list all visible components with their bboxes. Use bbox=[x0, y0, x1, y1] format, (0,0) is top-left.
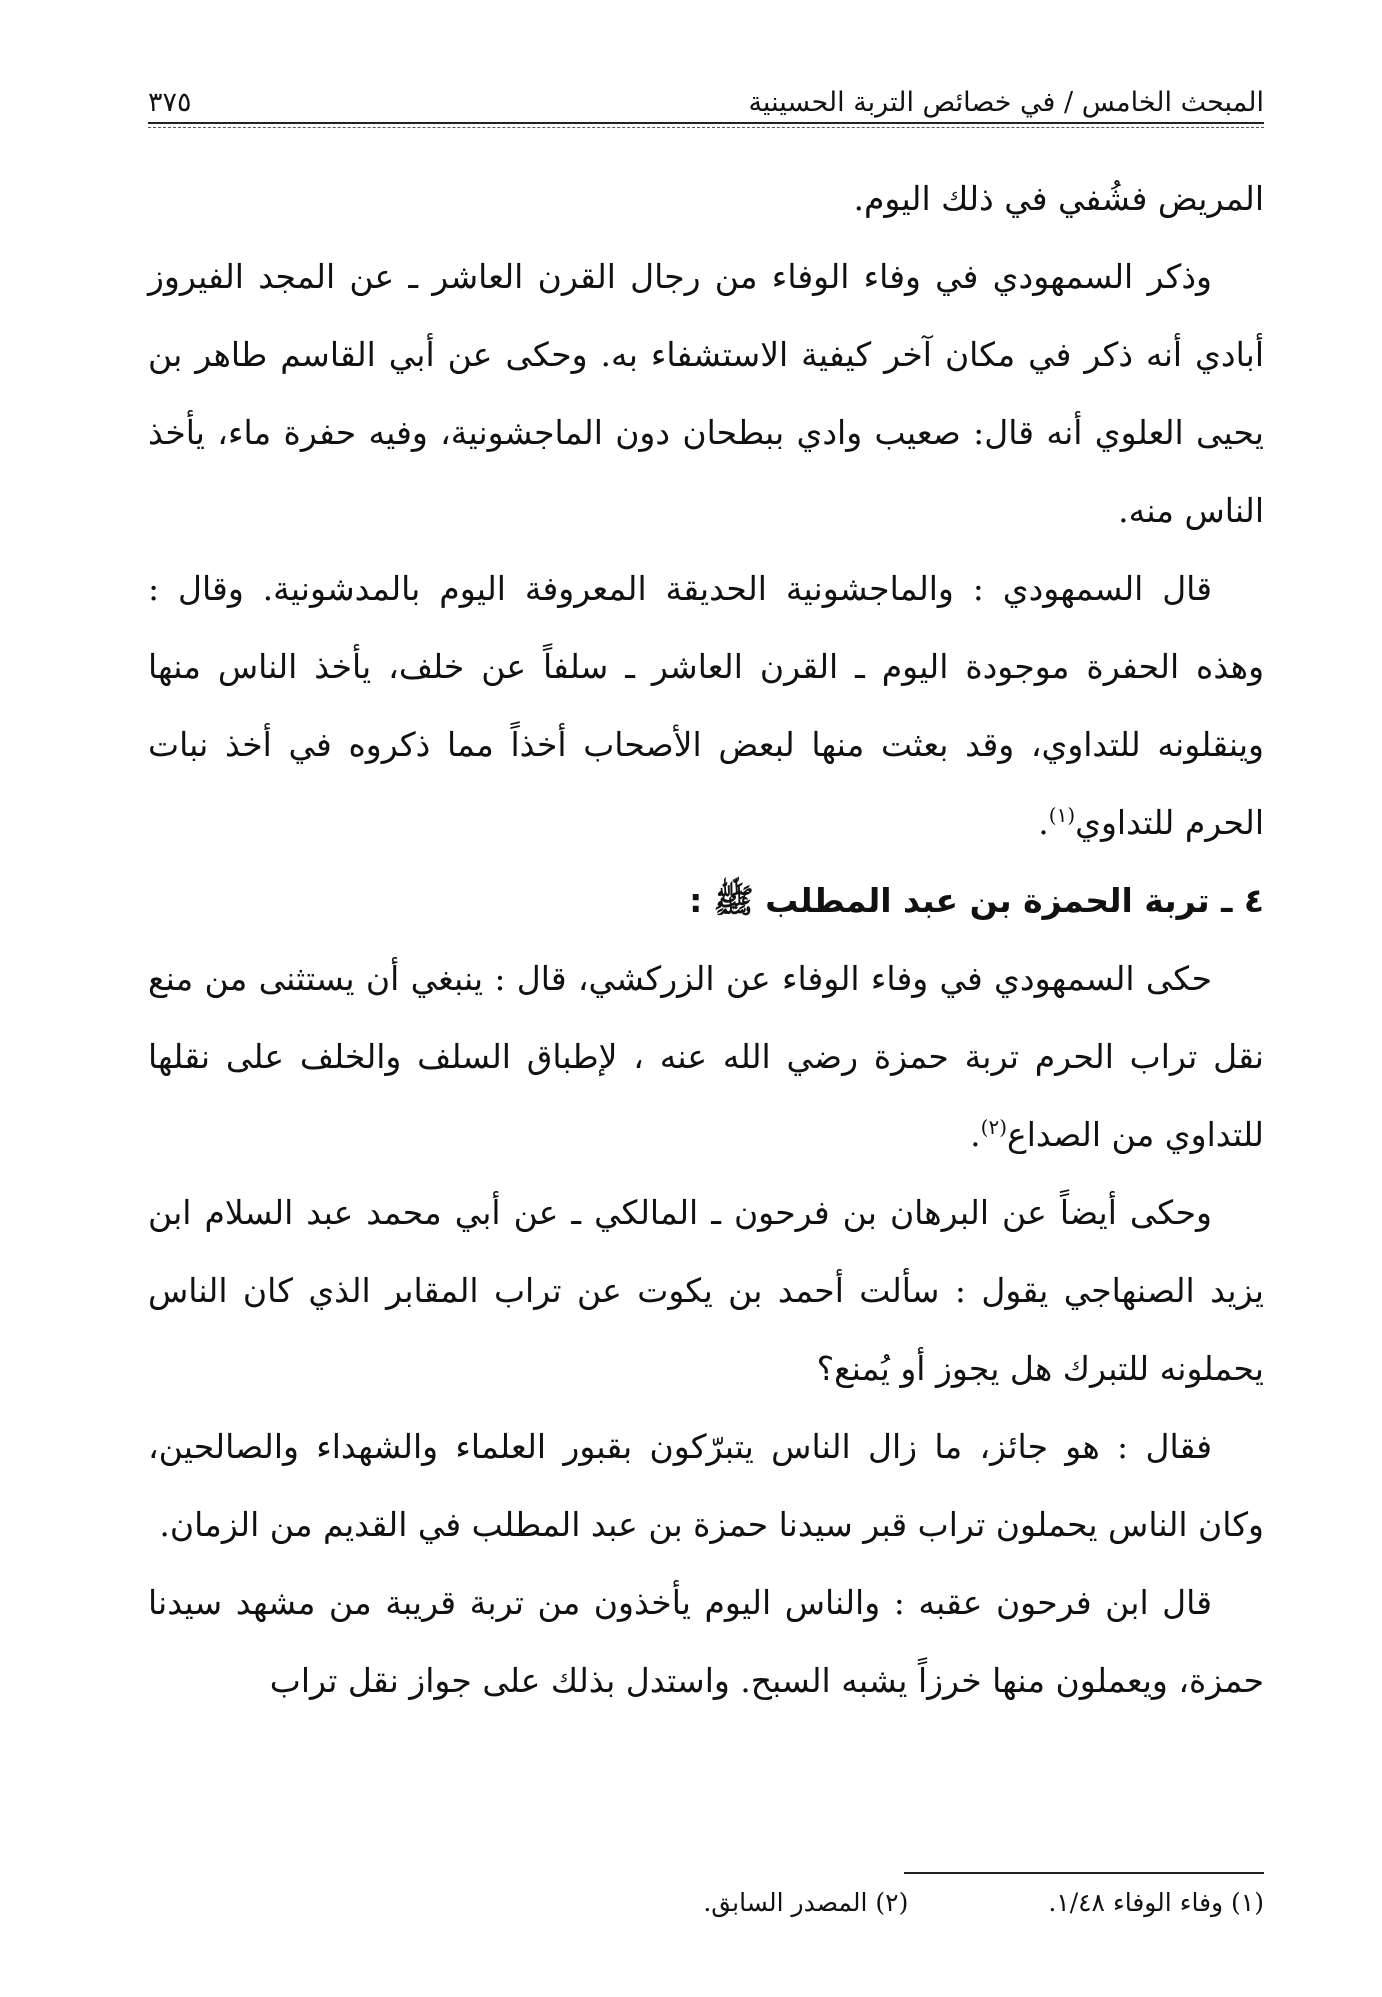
running-header bbox=[148, 78, 1264, 118]
footnote-ref-2: (٢) bbox=[980, 1115, 1007, 1139]
header-rule-dashed bbox=[148, 127, 1264, 128]
paragraph-4-text: حكى السمهودي في وفاء الوفاء عن الزركشي، قال : ينبغي أن يستثنى من منع نقل تراب الحرم تربة حمزة رضي الله عنه ، لإطباق السلف والخلف على نقلها للتداوي من الصداع bbox=[148, 959, 1264, 1154]
page-number: ٣٧٥ bbox=[148, 87, 192, 118]
paragraph-2: وذكر السمهودي في وفاء الوفاء من رجال القرن العاشر ـ عن المجد الفيروز أبادي أنه ذكر في مكان آخر كيفية الاستشفاء به. وحكى عن أبي القاسم طاهر بن يحيى العلوي أنه قال: صعيب وادي ببطحان دون الماجشونية، وفيه حفرة ماء، يأخذ الناس منه. bbox=[148, 257, 1264, 530]
footnote-separator bbox=[904, 1872, 1264, 1874]
paragraph-4-end: . bbox=[970, 1115, 981, 1154]
paragraph-4 bbox=[148, 940, 1264, 1174]
header-title: المبحث الخامس / في خصائص التربة الحسينية bbox=[748, 87, 1264, 118]
header-rule bbox=[148, 122, 1264, 124]
paragraph-7: قال ابن فرحون عقبه : والناس اليوم يأخذون من تربة قريبة من مشهد سيدنا حمزة، ويعملون منها خرزاً يشبه السبح. واستدل بذلك على جواز نقل تراب bbox=[148, 1583, 1264, 1700]
footnote-2: (٢) المصدر السابق. bbox=[703, 1888, 909, 1917]
footnotes bbox=[148, 1888, 1264, 1917]
footnote-ref-1: (١) bbox=[1048, 803, 1076, 827]
paragraph-3 bbox=[148, 550, 1264, 862]
paragraph-3-text: قال السمهودي : والماجشونية الحديقة المعروفة اليوم بالمدشونية. وقال : وهذه الحفرة موجودة اليوم ـ القرن العاشر ـ سلفاً عن خلف، يأخذ الناس منها وينقلونه للتداوي، وقد بعثت منها لبعض الأصحاب أخذاً مما ذكروه في أخذ نبات الحرم للتداوي bbox=[148, 569, 1264, 842]
paragraph-3-end: . bbox=[1038, 803, 1049, 842]
main-text bbox=[148, 160, 1264, 1720]
paragraph-1: المريض فشُفي في ذلك اليوم. bbox=[853, 179, 1264, 218]
section-heading: ٤ ـ تربة الحمزة بن عبد المطلب ﷺ : bbox=[689, 881, 1264, 920]
paragraph-6: فقال : هو جائز، ما زال الناس يتبرّكون بقبور العلماء والشهداء والصالحين، وكان الناس يحملون تراب قبر سيدنا حمزة بن عبد المطلب في القديم من الزمان. bbox=[148, 1427, 1264, 1544]
paragraph-5: وحكى أيضاً عن البرهان بن فرحون ـ المالكي ـ عن أبي محمد عبد السلام ابن يزيد الصنهاجي يقول : سألت أحمد بن يكوت عن تراب المقابر الذي كان الناس يحملونه للتبرك هل يجوز أو يُمنع؟ bbox=[148, 1193, 1264, 1388]
footnote-1: (١) وفاء الوفاء ١/٤٨. bbox=[1048, 1888, 1264, 1917]
